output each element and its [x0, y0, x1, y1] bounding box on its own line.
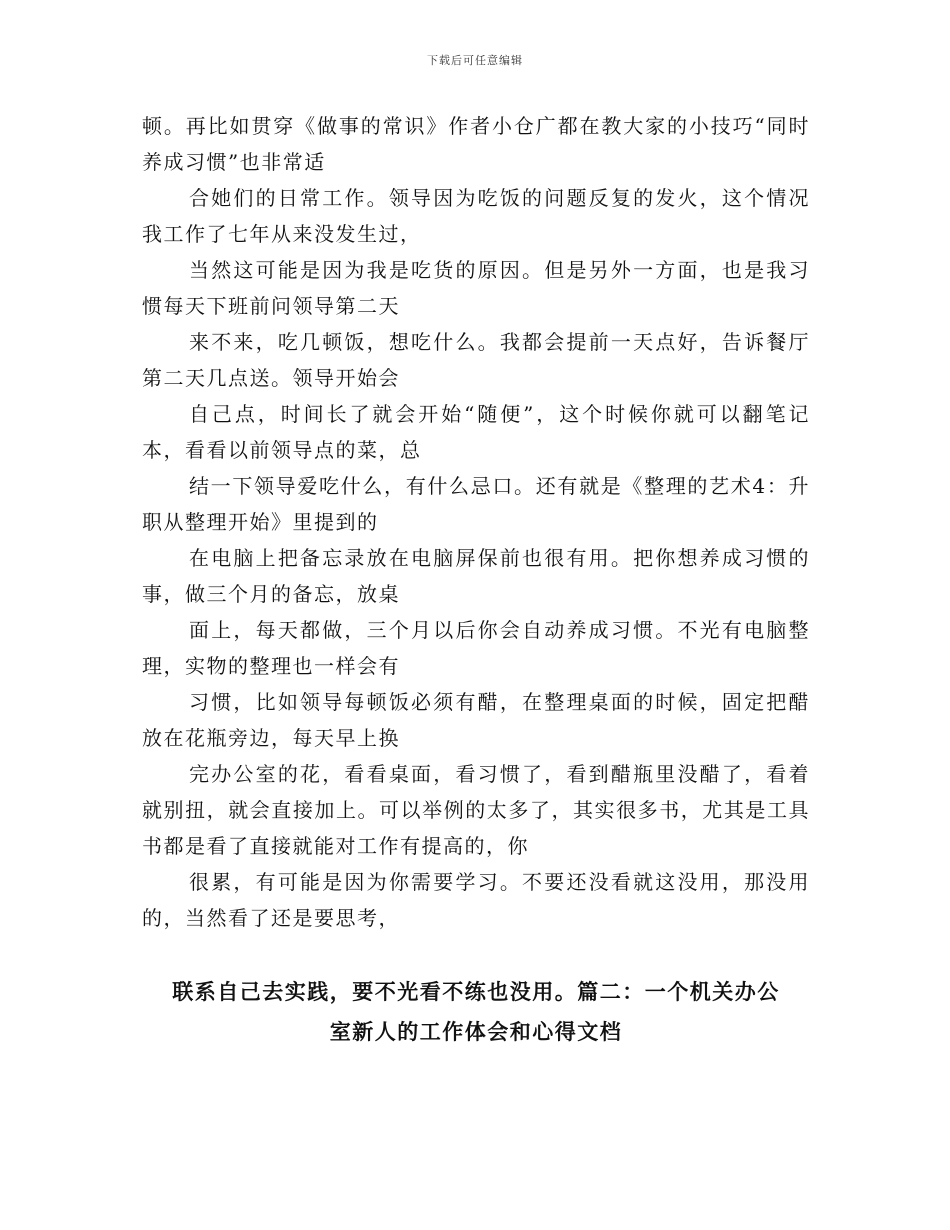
paragraph: 面上，每天都做，三个月以后你会自动养成习惯。不光有电脑整理，实物的整理也一样会有 — [142, 618, 810, 678]
section-heading — [142, 972, 810, 1052]
paragraph: 当然这可能是因为我是吃货的原因。但是另外一方面，也是我习惯每天下班前问领导第二天 — [142, 258, 810, 318]
paragraph: 自己点，时间长了就会开始“随便”，这个时候你就可以翻笔记本，看看以前领导点的菜，总 — [142, 402, 810, 462]
section-heading-line-2: 室新人的工作体会和心得文档 — [329, 1019, 623, 1044]
paragraph: 顿。再比如贯穿《做事的常识》作者小仓广都在教大家的小技巧“同时养成习惯”也非常适 — [142, 114, 810, 174]
paragraph: 合她们的日常工作。领导因为吃饭的问题反复的发火，这个情况我工作了七年从来没发生过， — [142, 186, 810, 246]
paragraph: 结一下领导爱吃什么，有什么忌口。还有就是《整理的艺术4：升职从整理开始》里提到的 — [142, 474, 810, 534]
paragraph: 习惯，比如领导每顿饭必须有醋，在整理桌面的时候，固定把醋放在花瓶旁边，每天早上换 — [142, 690, 810, 750]
paragraph: 很累，有可能是因为你需要学习。不要还没看就这没用，那没用的，当然看了还是要思考， — [142, 870, 810, 930]
paragraph: 来不来，吃几顿饭，想吃什么。我都会提前一天点好，告诉餐厅第二天几点送。领导开始会 — [142, 330, 810, 390]
section-heading-line-1: 联系自己去实践，要不光看不练也没用。篇二：一个机关办公 — [172, 979, 780, 1004]
document-body — [142, 108, 810, 936]
paragraph: 在电脑上把备忘录放在电脑屏保前也很有用。把你想养成习惯的事，做三个月的备忘，放桌 — [142, 546, 810, 606]
paragraph: 完办公室的花，看看桌面，看习惯了，看到醋瓶里没醋了，看着就别扭，就会直接加上。可以举例的太多了，其实很多书，尤其是工具书都是看了直接就能对工作有提高的，你 — [142, 762, 810, 858]
page-header: 下载后可任意编辑 — [427, 54, 523, 67]
